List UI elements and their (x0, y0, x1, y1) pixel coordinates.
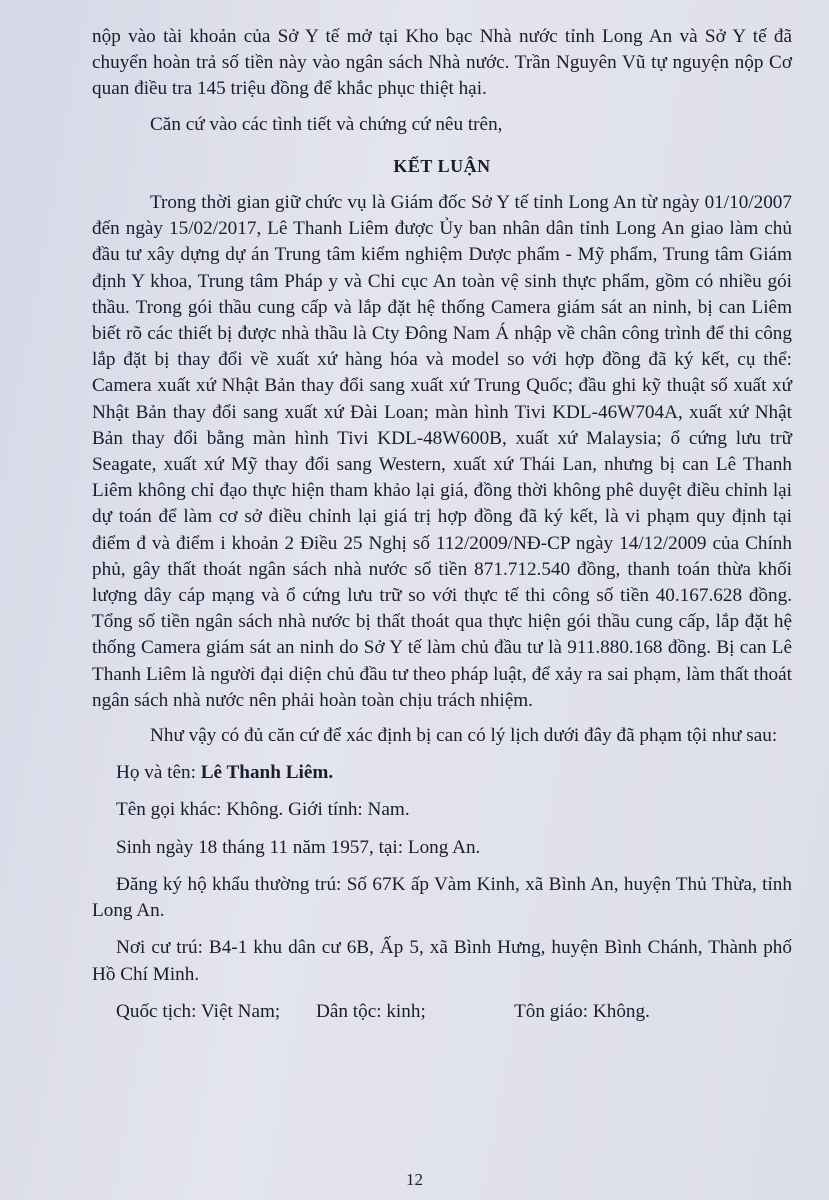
basis-paragraph: Như vậy có đủ căn cứ để xác định bị can có lý lịch dưới đây đã phạm tội như sau: (150, 725, 778, 747)
intro-paragraph: nộp vào tài khoản của Sở Y tế mở tại Kho bạc Nhà nước tỉnh Long An và Sở Y tế đã chuyển hoàn trả số tiền này vào ngân sách Nhà nước. Trần Nguyên Vũ tự nguyện nộp Cơ quan điều tra 145 triệu đồng để khắc phục thiệt hại. (92, 26, 792, 100)
profile-religion: Tôn giáo: Không. (514, 1000, 650, 1022)
document-body (92, 24, 792, 1025)
profile-identity-row (92, 999, 792, 1025)
conclusion-heading: KẾT LUẬN (393, 155, 491, 176)
profile-birth: Sinh ngày 18 tháng 11 năm 1957, tại: Long An. (116, 836, 481, 858)
evidence-statement: Căn cứ vào các tình tiết và chứng cứ nêu trên, (150, 113, 503, 135)
profile-name-value: Lê Thanh Liêm. (200, 762, 334, 784)
profile-name-label: Họ và tên: (116, 762, 201, 784)
profile-nationality: Quốc tịch: Việt Nam; (116, 1000, 281, 1022)
profile-alias: Tên gọi khác: Không. Giới tính: Nam. (116, 799, 410, 821)
profile-ethnicity: Dân tộc: kinh; (316, 1000, 426, 1022)
page-number: 12 (406, 1170, 423, 1189)
conclusion-paragraph: Trong thời gian giữ chức vụ là Giám đốc Sở Y tế tỉnh Long An từ ngày 01/10/2007 đến ngày 15/02/2017, Lê Thanh Liêm được Ủy ban nhân dân tỉnh Long An giao làm chủ đầu tư xây dựng dự án Trung tâm kiểm nghiệm Dược phẩm - Mỹ phẩm, Trung tâm Giám định Y khoa, Trung tâm Pháp y và Chi cục An toàn vệ sinh thực phẩm, gồm có nhiều gói thầu. Trong gói thầu cung cấp và lắp đặt hệ thống Camera giám sát an ninh, bị can Liêm biết rõ các thiết bị được nhà thầu là Cty Đông Nam Á nhập về chân công trình để thi công lắp đặt bị thay đổi về xuất xứ hàng hóa và model so với hợp đồng đã ký kết, cụ thể: Camera xuất xứ Nhật Bản thay đổi sang xuất xứ Trung Quốc; đầu ghi kỹ thuật số xuất xứ Nhật Bản thay đổi sang xuất xứ Đài Loan; màn hình Tivi KDL-46W704A, xuất xứ Nhật Bản thay đổi bằng màn hình Tivi KDL-48W600B, xuất xứ Malaysia; ổ cứng lưu trữ Seagate, xuất xứ Mỹ thay đổi sang Western, xuất xứ Thái Lan, nhưng bị can Lê Thanh Liêm không chỉ đạo thực hiện tham khảo lại giá, đồng thời không phê duyệt điều chỉnh lại dự toán để làm cơ sở điều chỉnh lại giá trị hợp đồng đã ký kết, là vi phạm quy định tại điểm đ và điểm i khoản 2 Điều 25 Nghị số 112/2009/NĐ-CP ngày 14/12/2009 của Chính phủ, gây thất thoát ngân sách nhà nước số tiền 871.712.540 đồng, thanh toán thừa khối lượng dây cáp mạng và ổ cứng lưu trữ so với thực tế thi công số tiền 40.167.628 đồng. Tổng số tiền ngân sách nhà nước bị thất thoát qua thực hiện gói thầu cung cấp, lắp đặt hệ thống Camera giám sát an ninh do Sở Y tế làm chủ đầu tư là 911.880.168 đồng. Bị can Lê Thanh Liêm là người đại diện chủ đầu tư theo pháp luật, để xảy ra sai phạm, làm thất thoát ngân sách nhà nước nên phải hoàn toàn chịu trách nhiệm. (92, 192, 792, 711)
profile-residence: Nơi cư trú: B4-1 khu dân cư 6B, Ấp 5, xã Bình Hưng, huyện Bình Chánh, Thành phố Hồ Chí Minh. (92, 937, 792, 985)
profile-name (92, 760, 792, 786)
profile-registration: Đăng ký hộ khẩu thường trú: Số 67K ấp Vàm Kinh, xã Bình An, huyện Thủ Thừa, tỉnh Long An. (92, 873, 792, 922)
